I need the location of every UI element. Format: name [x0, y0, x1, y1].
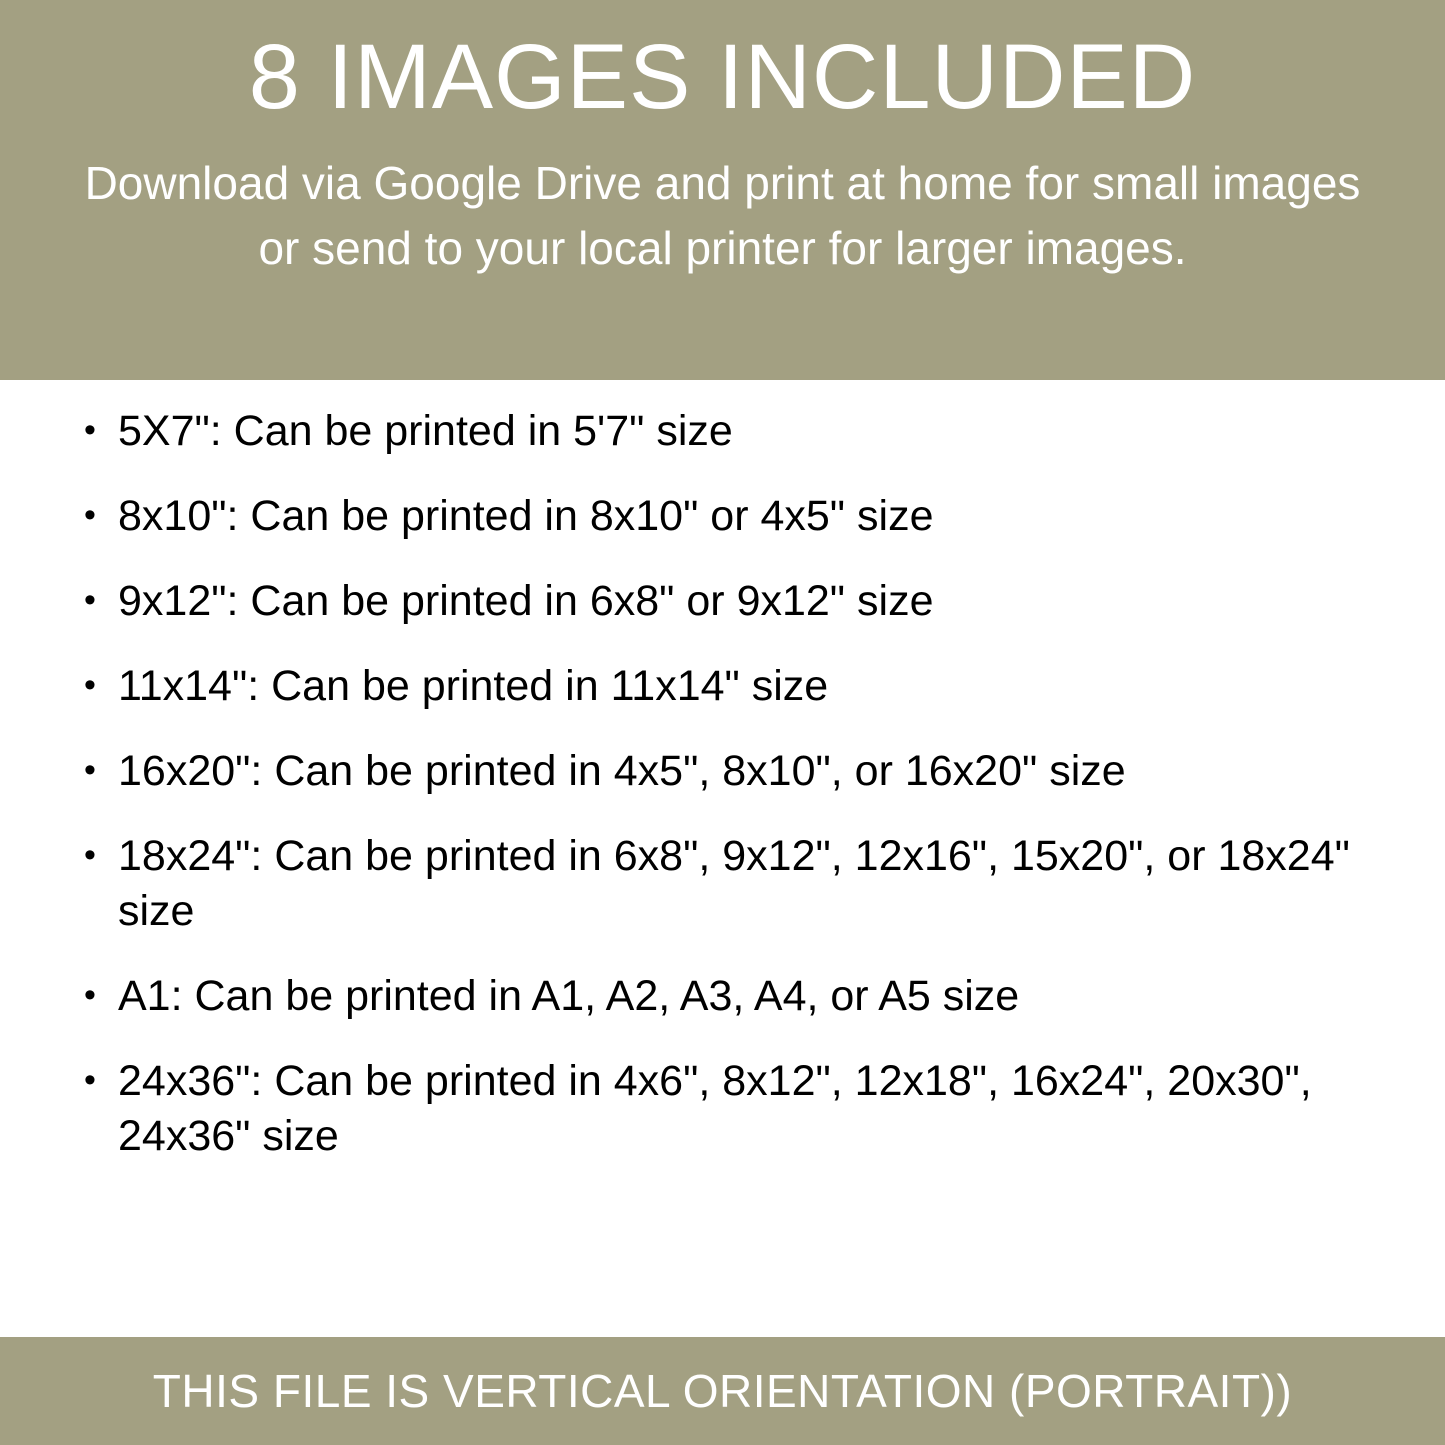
sizes-section	[0, 380, 1445, 1337]
list-item: • 18x24": Can be printed in 6x8", 9x12", 12x16", 15x20", or 18x24" size	[40, 829, 1405, 939]
list-item: • 5X7": Can be printed in 5'7" size	[40, 404, 1405, 459]
footer-banner	[0, 1337, 1445, 1445]
header-subtitle: Download via Google Drive and print at home for small images or send to your local printer for larger images.	[84, 157, 1361, 275]
list-item: • 9x12": Can be printed in 6x8" or 9x12" size	[40, 574, 1405, 629]
header-banner	[0, 0, 1445, 380]
list-item: • 24x36": Can be printed in 4x6", 8x12", 12x18", 16x24", 20x30", 24x36" size	[40, 1054, 1405, 1164]
orientation-note: THIS FILE IS VERTICAL ORIENTATION (PORTRAIT))	[152, 1365, 1293, 1417]
list-item: • 8x10": Can be printed in 8x10" or 4x5" size	[40, 489, 1405, 544]
list-item: • 16x20": Can be printed in 4x5", 8x10", or 16x20" size	[40, 744, 1405, 799]
page-title: 8 IMAGES INCLUDED	[248, 26, 1197, 128]
list-item: • A1: Can be printed in A1, A2, A3, A4, or A5 size	[40, 969, 1405, 1024]
size-list	[40, 404, 1405, 1164]
list-item: • 11x14": Can be printed in 11x14" size	[40, 659, 1405, 714]
